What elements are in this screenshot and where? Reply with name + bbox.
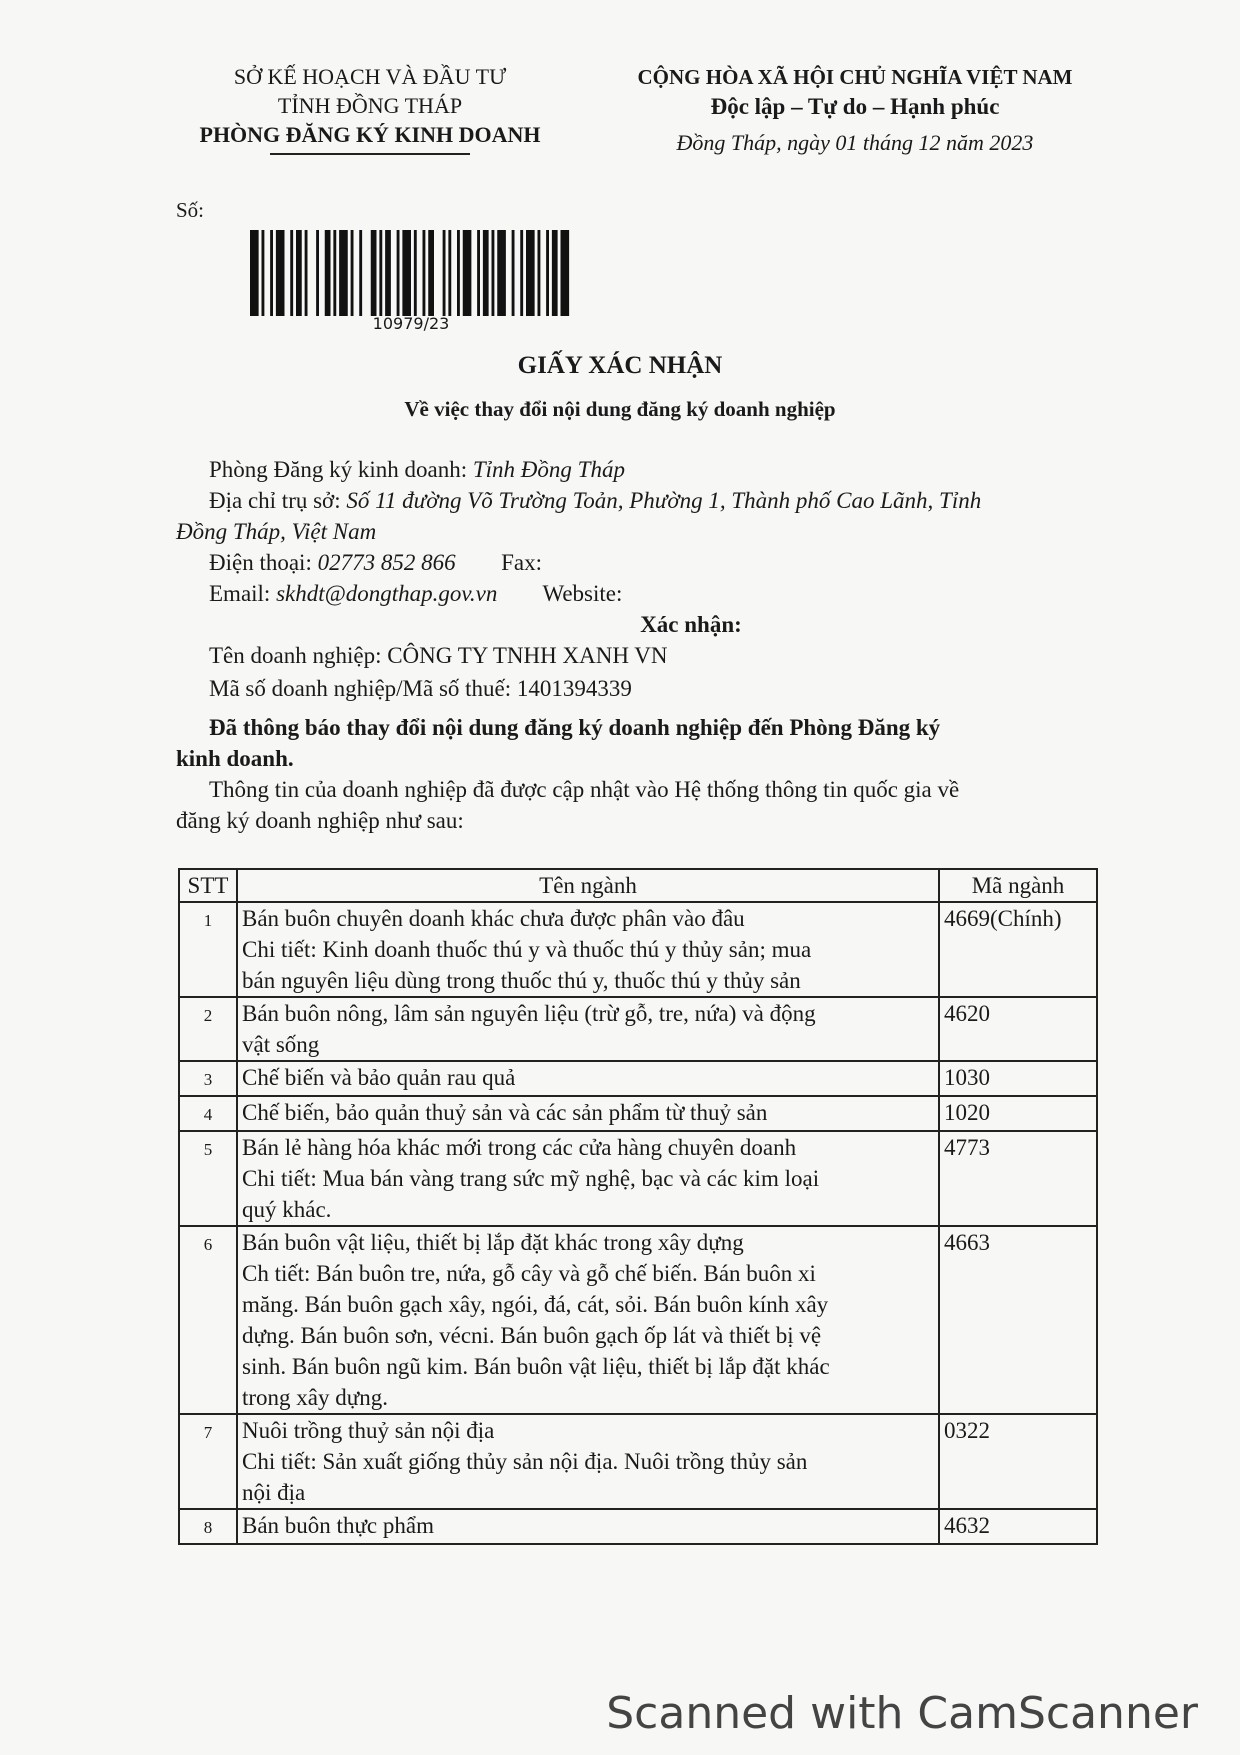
barcode-bar xyxy=(296,230,302,316)
enterprise-code-value: 1401394339 xyxy=(516,676,632,701)
barcode-bar xyxy=(316,230,319,316)
barcode-bar xyxy=(552,230,558,316)
table-row xyxy=(179,1414,1097,1509)
barcode-bar xyxy=(538,230,541,316)
issue-date: Đồng Tháp, ngày 01 tháng 12 năm 2023 xyxy=(676,130,1034,155)
phone-label: Điện thoại: xyxy=(209,550,312,575)
header-ma-nganh: Mã ngành xyxy=(939,869,1097,902)
nation-block xyxy=(620,62,1090,158)
row-text-line: Chế biến, bảo quản thuỷ sản và các sản phẩm từ thuỷ sản xyxy=(242,1100,768,1125)
office-email-line xyxy=(176,578,1106,609)
table-row xyxy=(179,1061,1097,1096)
document-body xyxy=(176,454,1106,836)
row-text-line: vật sống xyxy=(242,1032,320,1057)
row-ma-nganh: 0322 xyxy=(939,1414,1097,1509)
notice-bold-line-2: kinh doanh. xyxy=(176,746,294,771)
barcode-bar xyxy=(351,230,354,316)
enterprise-code-line xyxy=(176,673,1106,704)
barcode-bar xyxy=(276,230,285,316)
barcode-bar xyxy=(270,230,273,316)
row-ma-nganh: 4773 xyxy=(939,1131,1097,1226)
barcode-number: 10979/23 xyxy=(372,314,450,333)
issuer-line-2: TỈNH ĐỒNG THÁP xyxy=(277,93,463,118)
nation-name: CỘNG HÒA XÃ HỘI CHỦ NGHĨA VIỆT NAM xyxy=(637,65,1073,89)
barcode-bar xyxy=(339,230,348,316)
barcode-bar xyxy=(520,230,523,316)
email-value: skhdt@dongthap.gov.vn xyxy=(276,581,498,606)
row-ten-nganh xyxy=(237,997,939,1061)
table-header-row xyxy=(179,869,1097,902)
barcode-image xyxy=(250,230,572,316)
business-lines-table xyxy=(178,868,1098,1545)
row-ma-nganh: 4632 xyxy=(939,1509,1097,1544)
enterprise-name-line xyxy=(176,640,1106,671)
camscanner-watermark: Scanned with CamScanner xyxy=(606,1688,1198,1739)
table-row xyxy=(179,902,1097,997)
barcode-bar xyxy=(333,230,336,316)
issuer-underline xyxy=(270,153,470,155)
row-stt: 2 xyxy=(179,997,237,1061)
barcode-bar xyxy=(325,230,331,316)
row-ten-nganh xyxy=(237,1131,939,1226)
fax-label: Fax: xyxy=(501,550,542,575)
row-text-line: Bán lẻ hàng hóa khác mới trong các cửa hàng chuyên doanh xyxy=(242,1135,797,1160)
barcode-bar xyxy=(483,230,489,316)
barcode-bar xyxy=(463,230,472,316)
row-text-line: trong xây dựng. xyxy=(242,1385,388,1410)
confirm-heading: Xác nhận: xyxy=(640,612,742,637)
issuer-line-1: SỞ KẾ HOẠCH VÀ ĐẦU TƯ xyxy=(233,64,507,89)
phone-value: 02773 852 866 xyxy=(317,550,456,575)
row-stt: 3 xyxy=(179,1061,237,1096)
document-subtitle: Về việc thay đổi nội dung đăng ký doanh nghiệp xyxy=(404,397,836,421)
row-text-line: nội địa xyxy=(242,1480,306,1505)
table-row xyxy=(179,1096,1097,1131)
nation-motto: Độc lập – Tự do – Hạnh phúc xyxy=(710,94,1000,119)
barcode-bar xyxy=(402,230,411,316)
row-stt: 5 xyxy=(179,1131,237,1226)
office-name-label: Phòng Đăng ký kinh doanh: xyxy=(209,457,468,482)
barcode-bar xyxy=(250,230,259,316)
barcode-bar xyxy=(457,230,460,316)
row-text-line: măng. Bán buôn gạch xây, ngói, đá, cát, sỏi. Bán buôn kính xây xyxy=(242,1292,829,1317)
row-ten-nganh xyxy=(237,1061,939,1096)
row-stt: 1 xyxy=(179,902,237,997)
row-text-line: sinh. Bán buôn ngũ kim. Bán buôn vật liệu, thiết bị lắp đặt khác xyxy=(242,1354,830,1379)
barcode-bar xyxy=(512,230,515,316)
office-name-value: Tỉnh Đồng Tháp xyxy=(472,457,625,482)
row-text-line: Bán buôn thực phẩm xyxy=(242,1513,434,1538)
row-text-line: Nuôi trồng thuỷ sản nội địa xyxy=(242,1418,495,1443)
barcode-bar xyxy=(359,230,362,316)
row-text-line: quý khác. xyxy=(242,1197,332,1222)
barcode-bar xyxy=(428,230,434,316)
barcode-bar xyxy=(305,230,308,316)
barcode-bar xyxy=(379,230,382,316)
row-text-line: dựng. Bán buôn sơn, vécni. Bán buôn gạch ốp lát và thiết bị vệ xyxy=(242,1323,822,1348)
table-row xyxy=(179,1131,1097,1226)
barcode-bar xyxy=(561,230,570,316)
office-address-value: Số 11 đường Võ Trường Toản, Phường 1, Thành phố Cao Lãnh, Tỉnh xyxy=(346,488,982,513)
row-stt: 6 xyxy=(179,1226,237,1414)
barcode-bar xyxy=(546,230,549,316)
row-ten-nganh xyxy=(237,1096,939,1131)
row-stt: 4 xyxy=(179,1096,237,1131)
barcode-bar xyxy=(443,230,446,316)
email-label: Email: xyxy=(209,581,271,606)
barcode-bar xyxy=(290,230,293,316)
row-stt: 8 xyxy=(179,1509,237,1544)
barcode-bar xyxy=(423,230,426,316)
enterprise-name-label: Tên doanh nghiệp: xyxy=(209,643,382,668)
issuer-block xyxy=(170,62,570,155)
table-row xyxy=(179,1509,1097,1544)
document-title: GIẤY XÁC NHẬN xyxy=(517,352,723,379)
table-row xyxy=(179,997,1097,1061)
row-ten-nganh xyxy=(237,1226,939,1414)
row-text-line: Chế biến và bảo quản rau quả xyxy=(242,1065,516,1090)
barcode-bar xyxy=(262,230,265,316)
office-name-line xyxy=(176,454,1106,485)
barcode-bar xyxy=(526,230,535,316)
row-ten-nganh xyxy=(237,1509,939,1544)
row-ten-nganh xyxy=(237,1414,939,1509)
row-ma-nganh: 1020 xyxy=(939,1096,1097,1131)
website-label: Website: xyxy=(542,581,623,606)
notice-line-1: Thông tin của doanh nghiệp đã được cập nhật vào Hệ thống thông tin quốc gia về xyxy=(209,777,960,802)
row-text-line: Chi tiết: Kinh doanh thuốc thú y và thuốc thú y thủy sản; mua xyxy=(242,937,812,962)
enterprise-name-value: CÔNG TY TNHH XANH VN xyxy=(387,643,668,668)
notice-bold-line-1: Đã thông báo thay đổi nội dung đăng ký doanh nghiệp đến Phòng Đăng ký xyxy=(209,715,941,740)
row-text-line: Bán buôn chuyên doanh khác chưa được phân vào đâu xyxy=(242,906,745,931)
barcode-bar xyxy=(448,230,451,316)
barcode-bar xyxy=(385,230,391,316)
row-ma-nganh: 1030 xyxy=(939,1061,1097,1096)
row-ma-nganh: 4620 xyxy=(939,997,1097,1061)
barcode-bar xyxy=(371,230,377,316)
table-row xyxy=(179,1226,1097,1414)
office-address-continued: Đồng Tháp, Việt Nam xyxy=(176,519,377,544)
row-text-line: Ch tiết: Bán buôn tre, nứa, gỗ cây và gỗ chế biến. Bán buôn xi xyxy=(242,1261,816,1286)
office-phone-line xyxy=(176,547,1106,578)
row-text-line: bán nguyên liệu dùng trong thuốc thú y, thuốc thú y thủy sản xyxy=(242,968,801,993)
header-ten-nganh: Tên ngành xyxy=(237,869,939,902)
row-ma-nganh: 4669(Chính) xyxy=(939,902,1097,997)
row-text-line: Chi tiết: Sản xuất giống thủy sản nội địa. Nuôi trồng thủy sản xyxy=(242,1449,808,1474)
header-stt: STT xyxy=(179,869,237,902)
issuer-line-3: PHÒNG ĐĂNG KÝ KINH DOANH xyxy=(199,122,541,147)
row-text-line: Bán buôn vật liệu, thiết bị lắp đặt khác trong xây dựng xyxy=(242,1230,744,1255)
office-address-label: Địa chỉ trụ sở: xyxy=(209,488,341,513)
notice-line-2: đăng ký doanh nghiệp như sau: xyxy=(176,808,464,833)
barcode-bar xyxy=(414,230,417,316)
row-ma-nganh: 4663 xyxy=(939,1226,1097,1414)
office-address-line xyxy=(176,485,1106,516)
row-stt: 7 xyxy=(179,1414,237,1509)
row-text-line: Chi tiết: Mua bán vàng trang sức mỹ nghệ, bạc và các kim loại xyxy=(242,1166,820,1191)
row-text-line: Bán buôn nông, lâm sản nguyên liệu (trừ gỗ, tre, nứa) và động xyxy=(242,1001,816,1026)
barcode-bar xyxy=(397,230,400,316)
row-ten-nganh xyxy=(237,902,939,997)
document-number-label: Số: xyxy=(176,198,205,222)
barcode-bar xyxy=(497,230,506,316)
barcode-bar xyxy=(477,230,480,316)
enterprise-code-label: Mã số doanh nghiệp/Mã số thuế: xyxy=(209,676,512,701)
barcode-bar xyxy=(492,230,495,316)
